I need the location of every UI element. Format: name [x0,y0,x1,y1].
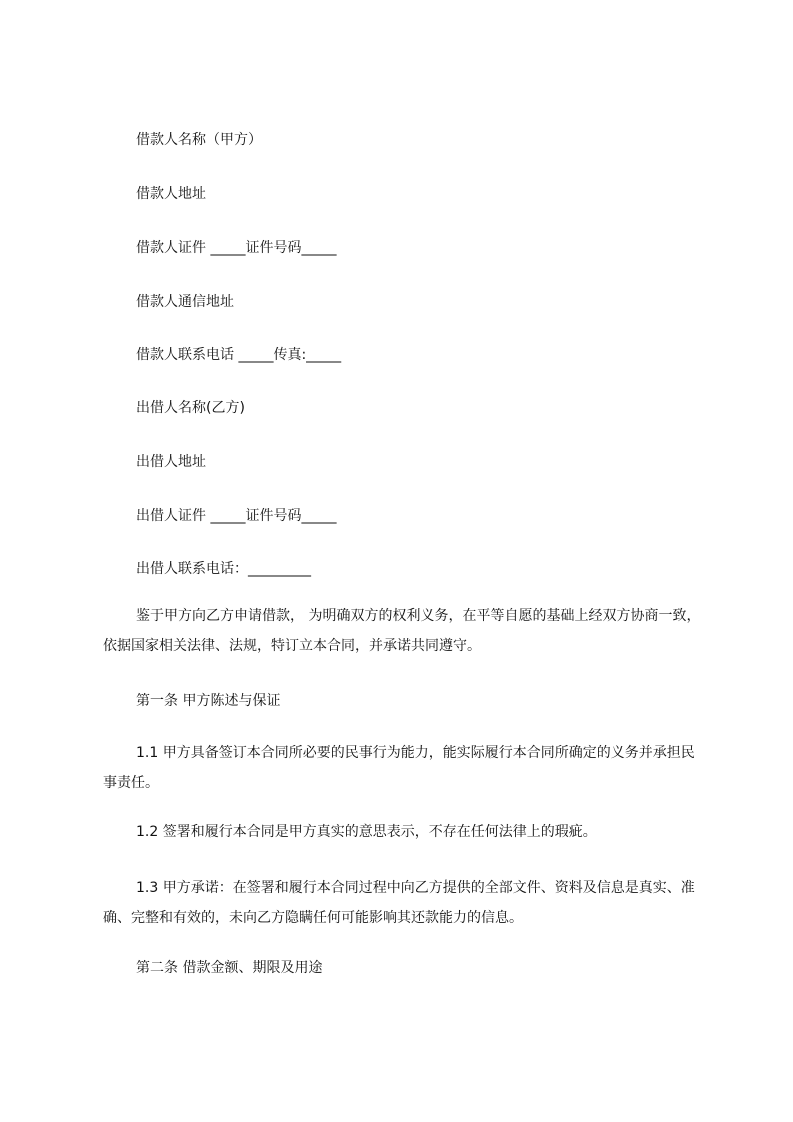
article-2-title: 第二条 借款金额、期限及用途 [136,960,323,976]
intro-text: 鉴于甲方向乙方申请借款， 为明确双方的权利义务，在平等自愿的基础上经双方协商一致，依据国家相关法律、法规，特订立本合同，并承诺共同遵守。 [103,608,701,654]
intro-paragraph [103,601,703,661]
article-1-title: 第一条 甲方陈述与保证 [136,693,281,709]
borrower-address-field: 借款人地址 [136,186,206,202]
lender-phone-field: 出借人联系电话：_________ [136,561,311,577]
borrower-name-field: 借款人名称（甲方） [136,132,262,148]
clause-1-3 [103,873,703,933]
lender-name-field: 出借人名称(乙方) [136,400,245,416]
borrower-id-field: 借款人证件 _____证件号码_____ [136,240,337,256]
borrower-mailing-address-field: 借款人通信地址 [136,294,234,310]
clause-1-3-text: 1.3 甲方承诺：在签署和履行本合同过程中向乙方提供的全部文件、资料及信息是真实、准确、完整和有效的，未向乙方隐瞒任何可能影响其还款能力的信息。 [103,880,695,926]
clause-1-2: 1.2 签署和履行本合同是甲方真实的意思表示，不存在任何法律上的瑕疵。 [136,824,597,840]
lender-address-field: 出借人地址 [136,454,206,470]
clause-1-1 [103,738,703,798]
clause-1-1-text: 1.1 甲方具备签订本合同所必要的民事行为能力，能实际履行本合同所确定的义务并承担民事责任。 [103,745,695,791]
lender-id-field: 出借人证件 _____证件号码_____ [136,508,337,524]
borrower-phone-fax-field: 借款人联系电话 _____传真:_____ [136,347,342,363]
